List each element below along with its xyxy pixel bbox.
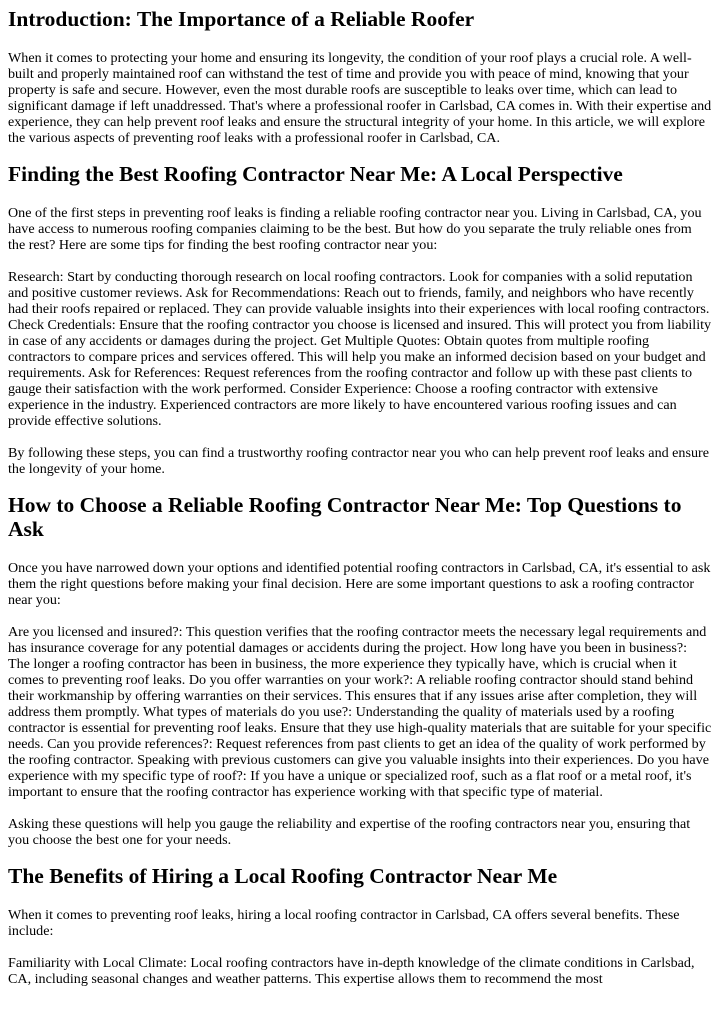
article bbox=[8, 0, 712, 1003]
paragraph: Research: Start by conducting thorough research on local roofing contractors. Look for companies with a solid reputation and positive customer reviews. Ask for Recommendations: Reach out to friends, family, and neighbors who have recently had their roofs repaired or replaced. They can provide valuable insights into their experiences with local roofing contractors. Check Credentials: Ensure that the roofing contractor you choose is licensed and insured. This will protect you from liability in case of any accidents or damages during the project. Get Multiple Quotes: Obtain quotes from multiple roofing contractors to compare prices and services offered. This will help you make an informed decision based on your budget and requirements. Ask for References: Request references from the roofing contractor and follow up with these past clients to gauge their satisfaction with the work performed. Consider Experience: Choose a roofing contractor with extensive experience in the industry. Experienced contractors are more likely to have encountered various roofing issues and can provide effective solutions. bbox=[8, 269, 712, 429]
section-finding-contractor bbox=[8, 162, 712, 477]
paragraph: Asking these questions will help you gauge the reliability and expertise of the roofing contractors near you, ensuring that you choose the best one for your needs. bbox=[8, 816, 691, 848]
paragraph: Familiarity with Local Climate: Local roofing contractors have in-depth knowledge of the climate conditions in Carlsbad, CA, including seasonal changes and weather patterns. This expertise allows them to recommend the most bbox=[8, 955, 695, 987]
paragraph: When it comes to preventing roof leaks, hiring a local roofing contractor in Carlsbad, CA offers several benefits. These include: bbox=[8, 907, 680, 939]
paragraph: Are you licensed and insured?: This question verifies that the roofing contractor meets the necessary legal requirements and has insurance coverage for any potential damages or accidents during the project. How long have you been in business?: The longer a roofing contractor has been in business, the more experience they typically have, which is crucial when it comes to preventing roof leaks. Do you offer warranties on your work?: A reliable roofing contractor should stand behind their workmanship by offering warranties on their services. This ensures that if any issues arise after completion, they will address them promptly. What types of materials do you use?: Understanding the quality of materials used by a roofing contractor is essential for preventing roof leaks. Ensure that they use high-quality materials that are suitable for your specific needs. Can you provide references?: Request references from past clients to get an idea of the quality of work performed by the roofing contractor. Speaking with previous customers can give you valuable insights into their experiences. Do you have experience with my specific type of roof?: If you have a unique or specialized roof, such as a flat roof or a metal roof, it's important to ensure that the roofing contractor has experience working with that specific type of material. bbox=[8, 624, 712, 800]
section-heading: Introduction: The Importance of a Reliable Roofer bbox=[8, 7, 475, 31]
section-heading: Finding the Best Roofing Contractor Near Me: A Local Perspective bbox=[8, 162, 623, 186]
section-introduction bbox=[8, 7, 712, 146]
section-heading: The Benefits of Hiring a Local Roofing Contractor Near Me bbox=[8, 864, 558, 888]
paragraph: By following these steps, you can find a trustworthy roofing contractor near you who can help prevent roof leaks and ensure the longevity of your home. bbox=[8, 445, 709, 477]
paragraph: Once you have narrowed down your options and identified potential roofing contractors in Carlsbad, CA, it's essential to ask them the right questions before making your final decision. Here are some important questions to ask a roofing contractor near you: bbox=[8, 560, 711, 608]
paragraph: When it comes to protecting your home and ensuring its longevity, the condition of your roof plays a crucial role. A well-built and properly maintained roof can withstand the test of time and provide you with peace of mind, knowing that your property is safe and secure. However, even the most durable roofs are susceptible to leaks over time, which can lead to significant damage if left unaddressed. That's where a professional roofer in Carlsbad, CA comes in. With their expertise and experience, they can help prevent roof leaks and ensure the structural integrity of your home. In this article, we will explore the various aspects of preventing roof leaks with a professional roofer in Carlsbad, CA. bbox=[8, 50, 712, 146]
section-heading: How to Choose a Reliable Roofing Contractor Near Me: Top Questions to Ask bbox=[8, 493, 682, 541]
section-choosing-contractor bbox=[8, 493, 712, 848]
paragraph: One of the first steps in preventing roof leaks is finding a reliable roofing contractor near you. Living in Carlsbad, CA, you have access to numerous roofing companies claiming to be the best. But how do you separate the truly reliable ones from the rest? Here are some tips for finding the best roofing contractor near you: bbox=[8, 205, 702, 253]
section-local-benefits bbox=[8, 864, 712, 987]
